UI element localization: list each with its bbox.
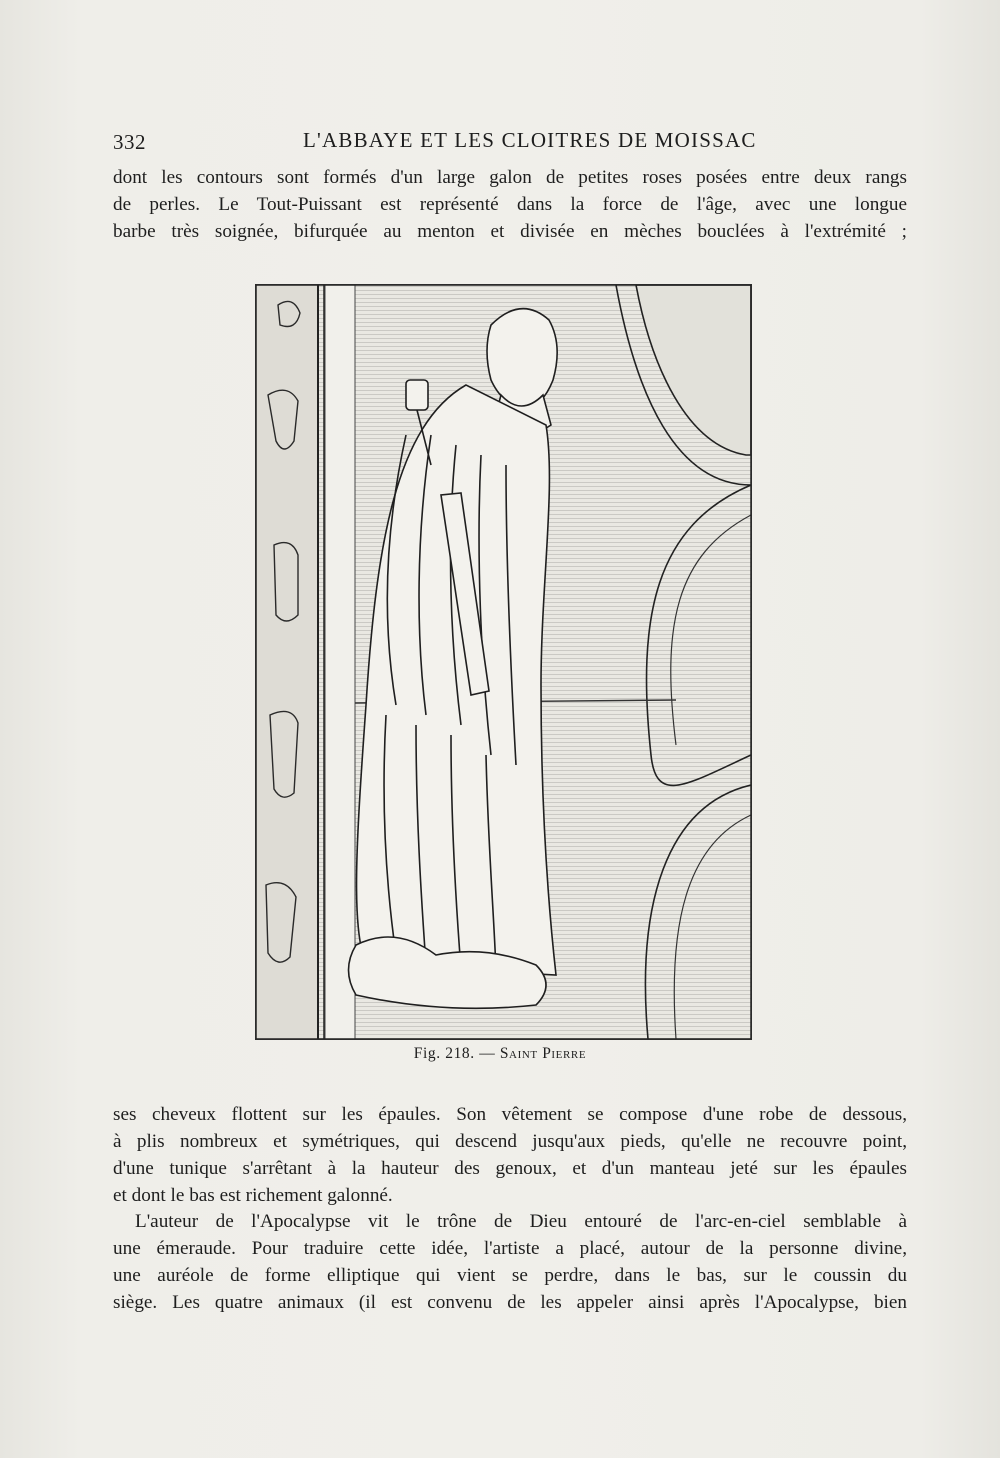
saint-peter-figure — [349, 309, 558, 1009]
page-number: 332 — [113, 130, 146, 154]
page-header — [113, 128, 908, 158]
saint-pierre-engraving — [256, 285, 751, 1039]
text-line: ses cheveux flottent sur les épaules. Son vêtement se compose d'une robe de dessous, — [113, 1104, 907, 1125]
paragraph-bottom — [113, 1208, 907, 1316]
text-line: à plis nombreux et symétriques, qui descend jusqu'aux pieds, qu'elle ne recouvre point, — [113, 1131, 907, 1152]
figure-caption — [0, 1045, 1000, 1063]
text-line: de perles. Le Tout-Puissant est représenté dans la force de l'âge, avec une longue — [113, 194, 907, 215]
text-line: une émeraude. Pour traduire cette idée, l'artiste a placé, autour de la personne divine, — [113, 1238, 907, 1259]
text-line: et dont le bas est richement galonné. — [113, 1185, 393, 1206]
caption-dash: — — [479, 1045, 496, 1062]
text-line: barbe très soignée, bifurquée au menton et divisée en mèches bouclées à l'extrémité ; — [113, 221, 907, 242]
running-title: L'ABBAYE ET LES CLOITRES DE MOISSAC — [303, 128, 757, 152]
text-line: siège. Les quatre animaux (il est convenu de les appeler ainsi après l'Apocalypse, bien — [113, 1292, 907, 1313]
caption-title: Saint Pierre — [499, 1045, 587, 1062]
paragraph-top — [113, 164, 907, 245]
paragraph-middle — [113, 1101, 907, 1209]
text-line: L'auteur de l'Apocalypse vit le trône de Dieu entouré de l'arc-en-ciel semblable à — [135, 1211, 907, 1232]
text-line: d'une tunique s'arrêtant à la hauteur des genoux, et d'un manteau jeté sur les épaules — [113, 1158, 907, 1179]
caption-number: Fig. 218. — [413, 1045, 475, 1062]
text-line: une auréole de forme elliptique qui vient se perdre, dans le bas, sur le coussin du — [113, 1265, 907, 1286]
text-line: dont les contours sont formés d'un large galon de petites roses posées entre deux rangs — [113, 167, 907, 188]
figure-illustration — [255, 284, 752, 1040]
